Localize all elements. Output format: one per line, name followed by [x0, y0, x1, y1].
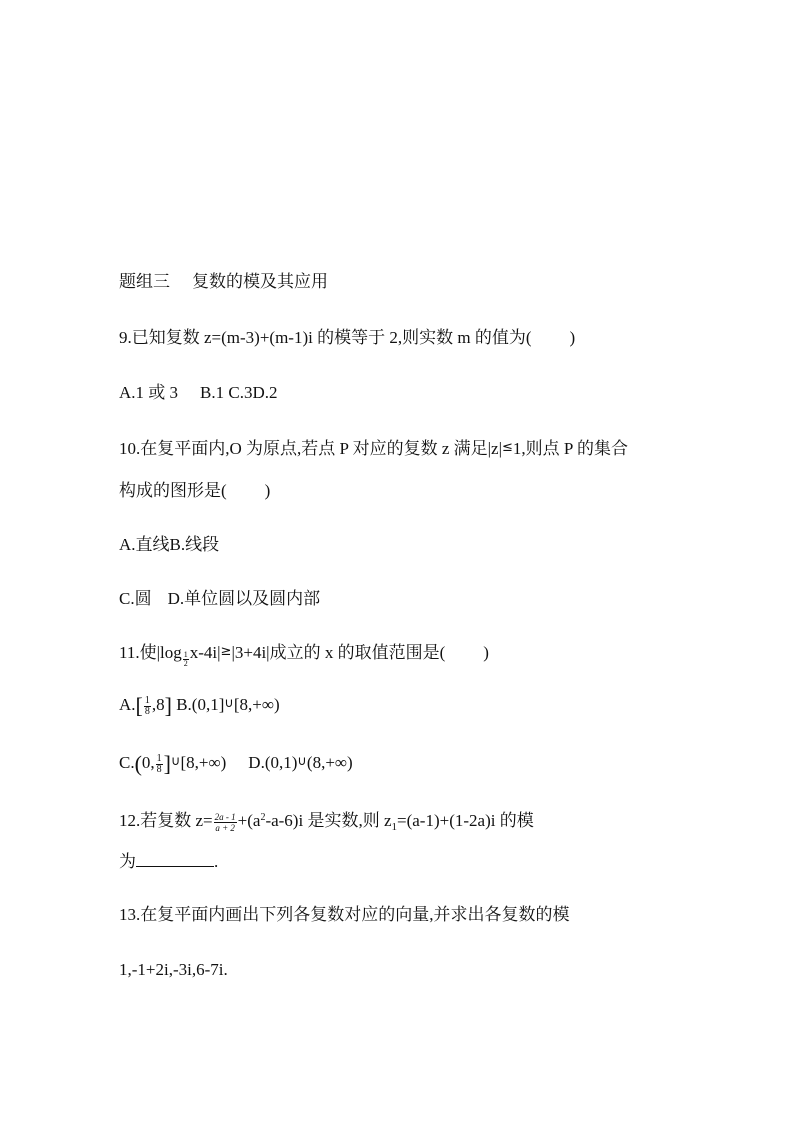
q12-line2-end: .	[214, 852, 219, 871]
q13-items-text: 1,-1+2i,-3i,6-7i.	[119, 960, 228, 979]
answer-blank[interactable]	[136, 850, 214, 867]
q9-close-paren: )	[569, 328, 576, 347]
question-10-stem-line1	[119, 436, 628, 461]
q11-close-paren: )	[483, 643, 489, 662]
question-10-options-cd	[119, 587, 320, 611]
question-11-options-ab	[119, 692, 280, 718]
union-symbol-d: ∪	[297, 754, 307, 769]
q10-stem-text: 10.在复平面内,O 为原点,若点 P 对应的复数 z 满足|z|	[119, 439, 502, 458]
log-base-fraction: $\frac{1}{2}$	[183, 650, 188, 668]
union-symbol: ∪	[224, 696, 234, 711]
greater-equal-symbol: ≥	[220, 644, 232, 659]
right-bracket: ]	[164, 693, 172, 719]
q12-stem-b: +(a	[237, 811, 261, 830]
question-9-options	[119, 381, 278, 405]
q10-stem-line2-text: 构成的图形是(	[119, 481, 227, 500]
question-11-options-cd	[119, 750, 353, 776]
q12-fraction: $\frac{2a - 1}{a + 2}$	[214, 811, 236, 833]
q12-stem-c: -a-6)i 是实数,则 z	[265, 811, 392, 830]
q11-option-c-end: [8,+∞)	[180, 753, 227, 772]
q10-option-c: C.圆	[119, 589, 152, 608]
q11-log-g: g	[173, 643, 182, 662]
q11-stem-c: |3+4i|成立的 x 的取值范围是(	[231, 643, 446, 662]
section-title: 复数的模及其应用	[192, 272, 328, 291]
question-10-stem-line2	[119, 479, 270, 503]
q10-stem-end: 1,则点 P 的集合	[512, 439, 628, 458]
q11-option-d: D.(0,1)	[248, 753, 298, 772]
q12-line2-prefix: 为	[119, 852, 136, 871]
q10-close-paren: )	[264, 481, 271, 500]
q9-option-a: A.1 或 3	[119, 383, 179, 402]
union-symbol-c: ∪	[171, 754, 181, 769]
q11-option-c-zero: 0,	[141, 753, 155, 772]
q11-option-b: B.(0,1]	[171, 695, 225, 714]
left-paren: (	[134, 751, 142, 777]
fraction-one-eighth-c: $\frac{1}{8}$	[156, 752, 162, 775]
q11-option-b-end: [8,+∞)	[233, 695, 280, 714]
q11-stem-a: 11.使|lo	[119, 643, 174, 662]
question-12-answer-line	[119, 850, 218, 874]
fraction-one-eighth: $\frac{1}{8}$	[144, 694, 150, 717]
q11-stem-b: x-4i|	[189, 643, 221, 662]
q11-option-c-label: C.	[119, 753, 135, 772]
q11-option-a-mid: ,8	[151, 695, 165, 714]
q11-option-d-end: (8,+∞)	[306, 753, 353, 772]
q9-options-bcd: B.1 C.3D.2	[200, 383, 278, 402]
q9-stem-text: 9.已知复数 z=(m-3)+(m-1)i 的模等于 2,则实数 m 的值为(	[119, 328, 532, 347]
q12-subscript: 1	[391, 821, 397, 833]
section-heading	[119, 270, 328, 294]
q12-stem-a: 12.若复数 z=	[119, 811, 213, 830]
question-13-stem	[119, 903, 570, 927]
question-9-stem	[119, 326, 575, 350]
question-10-options-ab	[119, 533, 219, 557]
q10-options-ab-text: A.直线B.线段	[119, 535, 220, 554]
right-bracket-c: ]	[163, 751, 171, 777]
q12-stem-d: =(a-1)+(1-2a)i 的模	[397, 811, 534, 830]
q13-stem-text: 13.在复平面内画出下列各复数对应的向量,并求出各复数的模	[119, 905, 570, 924]
q11-option-a-label: A.	[119, 695, 136, 714]
question-13-items	[119, 958, 228, 982]
less-equal-symbol: ≤	[502, 440, 513, 455]
left-bracket: [	[135, 693, 143, 719]
q10-option-d: D.单位圆以及圆内部	[167, 589, 321, 608]
question-11-stem	[119, 640, 489, 668]
question-12-stem	[119, 806, 534, 839]
section-label: 题组三	[119, 272, 170, 291]
q12-superscript: 2	[260, 812, 266, 823]
